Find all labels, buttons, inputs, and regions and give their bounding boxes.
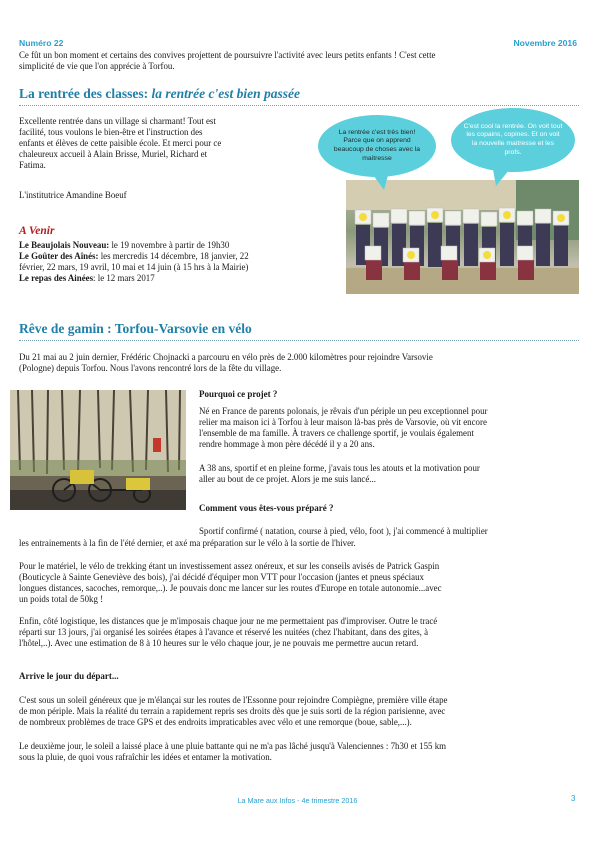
bike-photo <box>10 390 186 510</box>
class-photo <box>346 180 579 294</box>
answer-pourquoi-2: A 38 ans, sportif et en pleine forme, j'avais tous les atouts et la motivation pour aller au bout de ce projet. Alors je me suis lancé... <box>199 463 480 484</box>
question-preparation: Comment vous êtes-vous préparé ? <box>199 503 334 513</box>
reve-intro: Du 21 mai au 2 juin dernier, Frédéric Chojnacki a parcouru en vélo près de 2.000 kilomètres pour rejoindre Varsovie (Pologne) depuis Torfou. Nous l'avons rencontré lors de la fête du village. <box>19 352 433 373</box>
speech-bubble-right: C'est cool la rentrée. On voit tout les copains, copines. Et on voit la nouvelle maitresse et les profs. <box>451 108 575 172</box>
avenir-heading: A Venir <box>19 225 55 237</box>
bubble-right-tail <box>486 164 526 188</box>
question-depart: Arrive le jour du départ... <box>19 671 119 681</box>
paragraph-depart: C'est sous un soleil généreux que je m'élançai sur les routes de l'Essonne pour rejoindre Compiègne, première ville étape de mon périple. Mais la réalité du terrain a rapidement repris ses droits dès que je suis sorti de la région parisienne, avec de nombreux problèmes de trace GPS et des endroits impraticables avec vélo et une remorque (boue, sable,...). <box>19 695 448 727</box>
class-photo-drawing <box>346 180 579 294</box>
question-pourquoi: Pourquoi ce projet ? <box>199 389 278 399</box>
rentree-signature: L'institutrice Amandine Boeuf <box>19 190 127 200</box>
paragraph-deuxieme-jour: Le deuxième jour, le soleil a laissé place à une pluie battante qui ne m'a pas lâché jusqu'à Valenciennes : 7h30 et 155 km sous la pluie, de quoi vous rafraîchir les idées et entamer la motivation. <box>19 741 447 762</box>
answer-preparation-line2: les entrainements à la fin de l'été dernier, et axé ma préparation sur le vélo à la sortie de l'hiver. <box>19 538 356 548</box>
divider <box>19 340 579 341</box>
event-gouter: Le Goûter des Aînés: les mercredis 14 décembre, 18 janvier, 22 <box>19 251 249 261</box>
bike-photo-drawing <box>10 390 186 510</box>
event-gouter-cont: février, 22 mars, 19 avril, 10 mai et 14 juin (à 15 hrs à la Mairie) <box>19 262 249 272</box>
reve-heading: Rêve de gamin : Torfou-Varsovie en vélo <box>19 321 252 336</box>
page-number: 3 <box>571 794 576 803</box>
rentree-heading: La rentrée des classes: la rentrée c'est bien passée <box>19 86 300 101</box>
answer-preparation-line1: Sportif confirmé ( natation, course à pied, vélo, foot ), j'ai commencé à multiplier <box>199 526 488 536</box>
intro-paragraph: Ce fût un bon moment et certains des convives projettent de poursuivre l'activité avec leurs petits enfants ! C'est cette simplicité de vie que l'on apprécie à Torfou. <box>19 50 436 71</box>
paragraph-materiel: Pour le matériel, le vélo de trekking étant un investissement assez onéreux, et sur les conseils avisés de Patrick Gaspin (Bouticycle à Sainte Geneviève des bois), j'ai décidé d'équiper mon VTT pour l'occasion (jantes et pneus spéciaux longues distances, sacoches, remorque,..). Je pouvais donc me lancer sur les routes d'Europe en totale autonomie...avec un poids total de 50kg ! <box>19 561 442 604</box>
rentree-paragraph: Excellente rentrée dans un village si charmant! Tout est facilité, tous voulons le bien-être et l'instruction des enfants et élèves de cette paisible école. Et merci pour ce chaleureux accueil à Alain Brisse, Muriel, Richard et Fatima. <box>19 116 222 170</box>
divider <box>19 105 579 106</box>
paragraph-logistique: Enfin, côté logistique, les distances que je m'imposais chaque jour ne me permettaient pas d'improviser. Outre le tracé réparti sur 13 jours, j'ai organisé les soirées étapes à l'avance et réservé les nuitées (chez l'habitant, dans des gites, à l'hôtel,..). Avec une estimation de 8 à 10 heures sur le vélo chaque jour, je ne pouvais me permettre aucun retard. <box>19 616 438 648</box>
answer-pourquoi: Né en France de parents polonais, je rêvais d'un périple un peu exceptionnel pour relier ma maison ici à Torfou à leur maison là-bas près de Varsovie, où vit encore l'ensemble de ma famille. À travers ce challenge sportif, je voulais également rendre hommage à mon père décédé il y a 20 ans. <box>199 406 488 449</box>
event-beaujolais: Le Beaujolais Nouveau: le 19 novembre à partir de 19h30 <box>19 240 230 250</box>
speech-bubble-left: La rentrée c'est très bien! Parce que on apprend beaucoup de choses avec la maitresse <box>318 115 436 177</box>
issue-number: Numéro 22 <box>19 38 64 48</box>
avenir-events <box>19 240 339 284</box>
issue-date: Novembre 2016 <box>513 38 577 48</box>
event-repas: Le repas des Ainées: le 12 mars 2017 <box>19 273 155 283</box>
footer-publication: La Mare aux Infos - 4e trimestre 2016 <box>237 796 358 805</box>
bubble-left-tail <box>360 168 400 192</box>
